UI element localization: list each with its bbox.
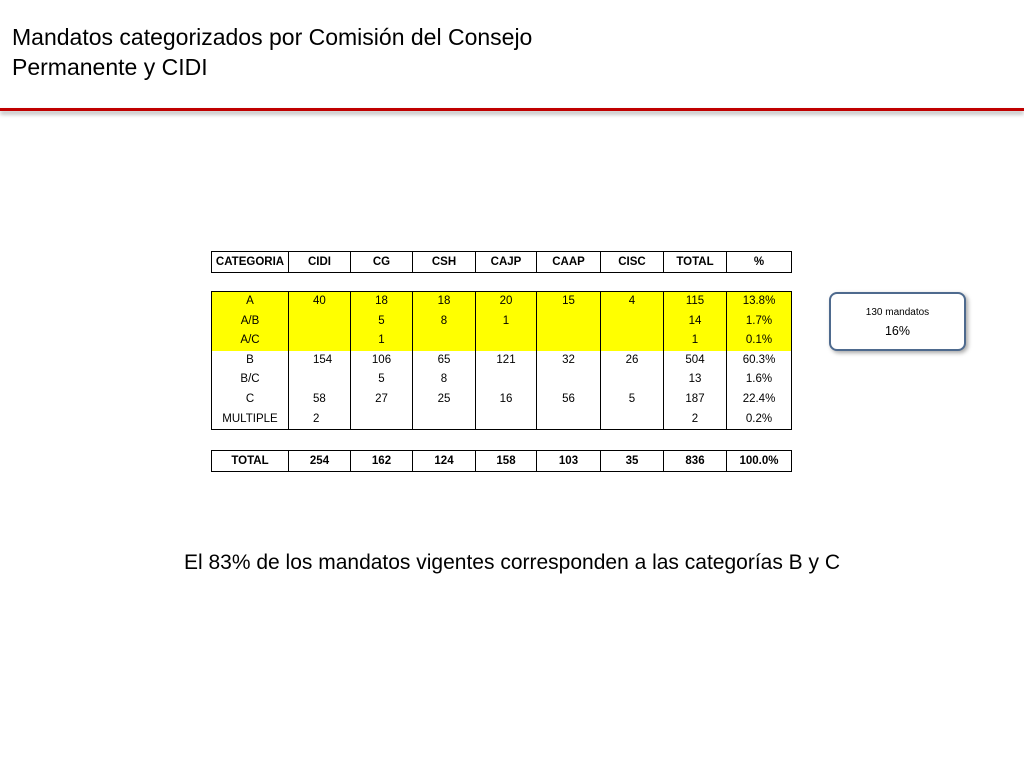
cell-caap	[537, 370, 601, 390]
cell-cisc	[601, 312, 664, 332]
cell-caap	[537, 331, 601, 351]
total-cajp: 158	[476, 451, 537, 471]
table-row	[212, 410, 791, 430]
cell-cisc: 4	[601, 292, 664, 312]
header-csh: CSH	[413, 252, 476, 272]
cell-cisc	[601, 410, 664, 430]
title-divider	[0, 108, 1024, 111]
cell-cajp: 121	[476, 351, 537, 371]
cell-cidi	[289, 312, 351, 332]
cell-cajp	[476, 410, 537, 430]
cell-caap: 56	[537, 390, 601, 410]
cell-percent: 13.8%	[742, 295, 776, 307]
total-cidi: 254	[289, 451, 351, 471]
cell-cg: 18	[351, 292, 413, 312]
table-total	[211, 450, 792, 472]
cell-cidi	[289, 370, 351, 390]
cell-categoria: A	[212, 292, 289, 312]
total-cg: 162	[351, 451, 413, 471]
cell-cajp: 1	[476, 312, 537, 332]
cell-cisc	[601, 331, 664, 351]
cell-cidi: 2	[289, 410, 351, 430]
table-row	[212, 351, 791, 371]
cell-csh: 25	[413, 390, 476, 410]
cell-cidi: 154	[289, 351, 351, 371]
cell-csh	[413, 410, 476, 430]
cell-caap	[537, 312, 601, 332]
cell-csh	[413, 331, 476, 351]
title-line-2: Permanente y CIDI	[12, 54, 208, 80]
mandates-callout	[829, 292, 966, 351]
cell-total: 14	[664, 312, 727, 332]
cell-caap: 32	[537, 351, 601, 371]
header-caap: CAAP	[537, 252, 601, 272]
table-row	[212, 370, 791, 390]
cell-cg: 1	[351, 331, 413, 351]
cell-caap: 15	[537, 292, 601, 312]
cell-cg: 106	[351, 351, 413, 371]
header-cg: CG	[351, 252, 413, 272]
total-cisc: 35	[601, 451, 664, 471]
header-cisc: CISC	[601, 252, 664, 272]
cell-cg: 5	[351, 312, 413, 332]
total-total: 836	[664, 451, 727, 471]
header-percent: %	[753, 256, 765, 268]
cell-cajp: 16	[476, 390, 537, 410]
cell-cajp	[476, 331, 537, 351]
cell-csh: 18	[413, 292, 476, 312]
header-row	[212, 252, 791, 272]
cell-cidi: 40	[289, 292, 351, 312]
cell-total: 13	[664, 370, 727, 390]
total-percent: 100.0%	[739, 455, 779, 467]
cell-cidi	[289, 331, 351, 351]
cell-cisc: 5	[601, 390, 664, 410]
cell-csh: 8	[413, 370, 476, 390]
cell-cg: 5	[351, 370, 413, 390]
slide-title	[12, 22, 772, 82]
cell-total: 1	[664, 331, 727, 351]
table-body	[211, 291, 792, 430]
callout-percent: 16%	[884, 324, 911, 338]
cell-cajp: 20	[476, 292, 537, 312]
header-cajp: CAJP	[476, 252, 537, 272]
total-csh: 124	[413, 451, 476, 471]
table-row	[212, 331, 791, 351]
cell-percent: 60.3%	[742, 353, 776, 366]
cell-cg: 27	[351, 390, 413, 410]
total-caap: 103	[537, 451, 601, 471]
cell-categoria: MULTIPLE	[212, 410, 289, 430]
table-row	[212, 312, 791, 332]
cell-csh: 65	[413, 351, 476, 371]
table-row	[212, 390, 791, 410]
cell-total: 504	[664, 351, 727, 371]
cell-categoria: B/C	[212, 370, 289, 390]
cell-percent: 0.1%	[745, 334, 773, 347]
table-header	[211, 251, 792, 273]
cell-cisc: 26	[601, 351, 664, 371]
cell-percent: 1.7%	[745, 314, 773, 327]
callout-count: 130 mandatos	[865, 307, 930, 318]
cell-total: 2	[664, 410, 727, 430]
header-cidi: CIDI	[289, 252, 351, 272]
header-total: TOTAL	[664, 252, 727, 272]
cell-caap	[537, 410, 601, 430]
cell-cajp	[476, 370, 537, 390]
cell-categoria: C	[212, 390, 289, 410]
header-categoria: CATEGORIA	[212, 252, 289, 272]
cell-csh: 8	[413, 312, 476, 332]
table-row	[212, 292, 791, 312]
summary-text: El 83% de los mandatos vigentes corresponden a las categorías B y C	[183, 551, 841, 574]
cell-categoria: A/C	[212, 331, 289, 351]
cell-percent: 1.6%	[745, 373, 773, 386]
cell-categoria: B	[212, 351, 289, 371]
total-label: TOTAL	[212, 451, 289, 471]
cell-percent: 0.2%	[745, 412, 773, 425]
cell-categoria: A/B	[212, 312, 289, 332]
cell-cg	[351, 410, 413, 430]
cell-percent: 22.4%	[742, 392, 776, 405]
total-row	[212, 451, 791, 471]
title-line-1: Mandatos categorizados por Comisión del Consejo	[12, 24, 533, 50]
cell-cidi: 58	[289, 390, 351, 410]
cell-cisc	[601, 370, 664, 390]
cell-total: 115	[664, 292, 727, 312]
cell-total: 187	[664, 390, 727, 410]
